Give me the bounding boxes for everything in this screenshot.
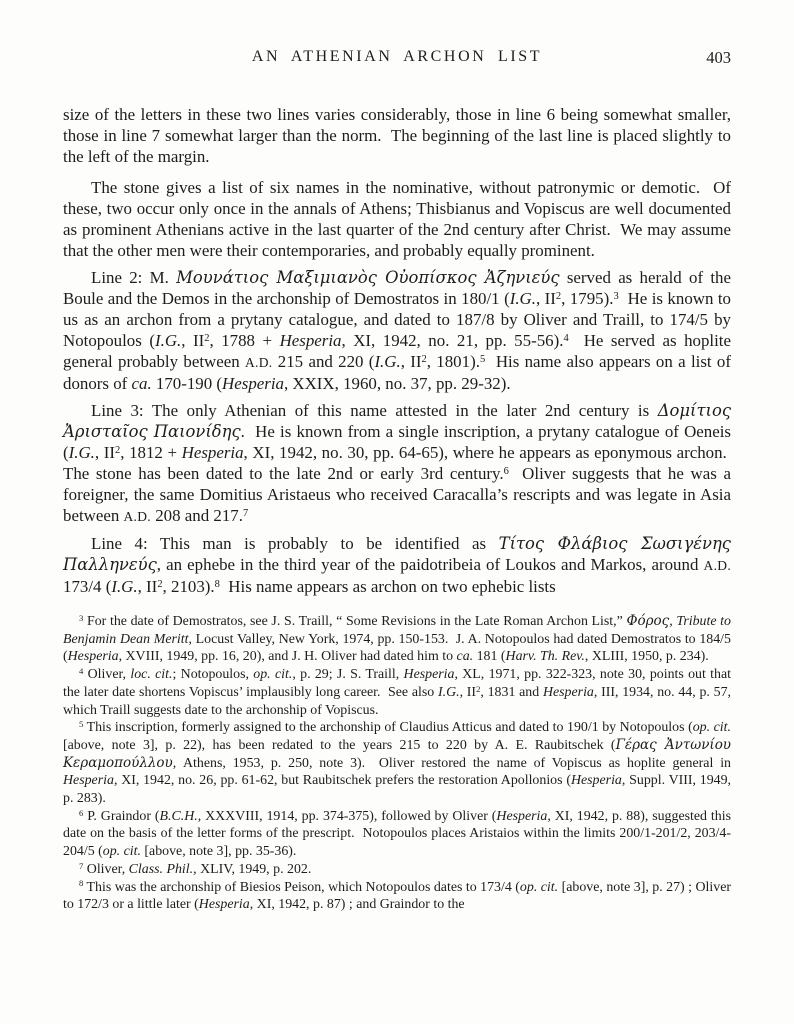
footnotes-block (63, 613, 731, 914)
text-segment: , Locust Valley, New York, 1974, pp. 150-153. J. A. Notopoulos had dated Demostratos to 184/5 ( (63, 631, 731, 665)
text-segment: Tribute to Benjamin Dean Meritt (63, 614, 731, 647)
text-segment: Hesperia (496, 808, 548, 824)
text-segment: Line 2: M. (91, 268, 177, 287)
text-segment: ca. (456, 649, 474, 665)
text-segment: op. cit. (519, 879, 559, 895)
footnote (63, 719, 731, 808)
text-segment: Μουνάτιος Μαξιμιανὸς Οὐοπίσκος Ἀζηνιεύς (176, 268, 560, 287)
footnote-reference: 7 (242, 507, 249, 519)
text-segment: 215 and 220 ( (272, 352, 375, 371)
text-segment: , XVIII, 1949, pp. 16, 20), and J. H. Oliver had dated him to (118, 649, 457, 665)
footnote-reference: 2 (115, 444, 121, 456)
footnote-reference: 2 (157, 578, 163, 590)
page-number: 403 (706, 48, 731, 67)
text-segment: loc. cit. (130, 667, 173, 683)
text-segment: , II (181, 331, 205, 350)
text-segment: Oliver suggests that he was a foreigner, the same Domitius Aristaeus who received Caracalla’s rescripts and was legate in Asia between (63, 464, 731, 525)
footnote (63, 879, 731, 914)
text-segment: P. Graindor ( (83, 808, 160, 824)
text-segment: Τίτος Φλάβιος Σωσιγένης Παλληνεύς (63, 534, 731, 574)
text-segment: , Suppl. VIII, 1949, p. 283). (63, 773, 732, 807)
footnote-reference: 8 (214, 578, 220, 590)
text-segment: Hesperia (570, 773, 622, 789)
footnote-reference: 4 (563, 332, 569, 344)
text-segment: ca. (131, 374, 152, 393)
text-segment: Hesperia (542, 684, 594, 700)
text-segment: A.D. (703, 558, 731, 573)
text-segment: For the date of Demostratos, see J. S. Traill, “ Some Revisions in the Late Roman Archon List,” (83, 614, 627, 629)
footnote-reference: 5 (79, 719, 84, 730)
footnote-reference: 2 (421, 353, 427, 365)
footnote-reference: 7 (79, 860, 84, 871)
text-segment: I.G. (111, 577, 138, 596)
text-segment: I.G. (437, 684, 460, 700)
text-segment: [above, note 3], p. 27) ; Oliver to 172/3 or a little later ( (63, 879, 731, 913)
footnote-reference: 3 (79, 612, 84, 623)
text-segment: B.C.H. (159, 808, 198, 824)
text-segment: 173/4 ( (63, 577, 112, 596)
text-segment: , 1795). (561, 289, 614, 308)
text-segment: , 1788 + (209, 331, 280, 350)
text-segment: served as herald of the Boule and the Demos in the archonship of Demostratos in 180/1 ( (63, 268, 731, 308)
text-segment: , XL, 1971, pp. 322-323, note 30, points out that the later date shortens Vopiscus’ implausibly long career. See also (63, 667, 732, 700)
text-segment: I.G. (154, 331, 182, 350)
footnote-reference: 6 (503, 465, 509, 477)
footnote-reference: 6 (79, 807, 84, 818)
text-segment: , II (400, 352, 422, 371)
text-segment: , XLIV, 1949, p. 202. (193, 861, 312, 877)
text-segment: , XI, 1942, no. 26, pp. 61-62, but Raubitschek prefers the restoration Apollonios ( (113, 773, 571, 789)
text-segment: , 2103). (162, 577, 215, 596)
footnote-reference: 2 (476, 683, 481, 694)
text-segment: Φόρος (626, 613, 670, 629)
text-segment: This was the archonship of Biesios Peison, which Notopoulos dates to 173/4 ( (83, 879, 520, 895)
text-segment: I.G. (68, 443, 95, 462)
text-segment: Line 4: This man is probably to be identified as (91, 534, 499, 553)
text-segment: size of the letters in these two lines varies considerably, those in line 6 being somewhat smaller, those in line 7 somewhat larger than the norm. The beginning of the last line is placed slightly to the left of the margin. (63, 105, 731, 166)
body-paragraph (63, 267, 731, 394)
text-segment: , (669, 614, 677, 629)
text-segment: , 1801). (426, 352, 480, 371)
text-segment: Oliver, (83, 667, 131, 683)
text-segment: Hesperia (279, 331, 342, 350)
running-head (63, 48, 731, 68)
text-segment: 170-190 ( (151, 374, 223, 393)
text-segment: , XI, 1942, p. 88), suggested this date on the basis of the letter forms of the prescript. Notopoulos places Aristaios within the limits 200/1-201/2, 203/4-204/5 ( (63, 808, 731, 860)
text-segment: , 1831 and (480, 684, 543, 700)
text-segment: op. cit. (692, 720, 731, 736)
text-segment: , XXIX, 1960, no. 37, pp. 29-32). (283, 374, 511, 393)
text-segment: Hesperia (403, 667, 455, 683)
text-segment: His name also appears on a list of donors of (63, 352, 731, 393)
text-block (63, 48, 731, 914)
text-segment: This inscription, formerly assigned to the archonship of Claudius Atticus and dated to 190/1 by Notopoulos ( (83, 720, 693, 736)
body-paragraph (63, 533, 731, 597)
text-segment: 181 ( (473, 649, 506, 665)
text-segment: , p. 29; J. S. Traill, (292, 667, 404, 683)
text-segment: , II (535, 289, 556, 308)
text-segment: Line 3: The only Athenian of this name attested in the later 2nd century is (91, 401, 658, 420)
footnote-reference: 3 (613, 290, 619, 302)
text-segment: op. cit. (253, 667, 293, 683)
footnote-reference: 4 (79, 665, 84, 676)
footnote (63, 808, 731, 861)
text-segment: [above, note 3], pp. 35-36). (140, 844, 297, 860)
text-segment: Γέρας Ἀντωνίου Κεραμοπούλλου (63, 736, 731, 771)
text-segment: Δομίτιος Ἀρισταῖος Παιονίδης (63, 401, 731, 441)
text-segment: 208 and 217. (150, 506, 243, 525)
text-segment: His name appears as archon on two ephebic lists (219, 577, 556, 596)
text-segment: . He is known from a single inscription, a prytany catalogue of Oeneis ( (63, 422, 731, 462)
text-segment: , XI, 1942, no. 30, pp. 64-65), where he appears as eponymous archon. The stone has been dated to the late 2nd or early 3rd century. (63, 443, 731, 483)
body-paragraph (63, 177, 731, 261)
text-segment: [above, note 3], p. 22), has been redated to the years 215 to 220 by A. E. Raubitschek ( (63, 737, 616, 753)
text-segment: , XI, 1942, no. 21, pp. 55-56). (341, 331, 564, 350)
text-segment: op. cit. (102, 844, 141, 860)
text-segment: , Athens, 1953, p. 250, note 3). Oliver restored the name of Vopiscus as hoplite general in (172, 755, 731, 771)
text-segment: Oliver, (83, 861, 129, 877)
text-segment: , XI, 1942, p. 87) ; and Graindor to the (249, 897, 465, 913)
text-segment: , II (459, 684, 477, 700)
running-title: AN ATHENIAN ARCHON LIST (251, 48, 543, 65)
body-paragraphs (63, 104, 731, 597)
text-segment: Hesperia (181, 443, 244, 462)
footnote (63, 613, 731, 666)
body-paragraph (63, 400, 731, 527)
body-paragraph (63, 104, 731, 167)
text-segment: , XXXVIII, 1914, pp. 374-375), followed by Oliver ( (197, 808, 497, 824)
text-segment: Hesperia (67, 649, 119, 665)
footnote-reference: 2 (204, 332, 210, 344)
footnote (63, 861, 731, 879)
text-segment: Hesperia (198, 897, 250, 913)
text-segment: ; Notopoulos, (172, 667, 254, 683)
footnote (63, 666, 731, 719)
text-segment: Hesperia (222, 374, 284, 393)
text-segment: , XLIII, 1950, p. 234). (584, 649, 709, 665)
footnote-reference: 2 (555, 290, 562, 302)
text-segment: , 1812 + (120, 443, 182, 462)
text-segment: Harv. Th. Rev. (505, 649, 585, 665)
text-segment: , III, 1934, no. 44, p. 57, which Traill suggests date to the archonship of Vopiscus. (63, 684, 731, 718)
text-segment: , an ephebe in the third year of the paidotribeia of Loukos and Markos, around (156, 555, 704, 574)
text-segment: I.G. (374, 352, 401, 371)
text-segment: , II (94, 443, 115, 462)
text-segment: He is known to us as an archon from a prytany catalogue, and dated to 187/8 by Oliver and Traill, to 174/5 by Notopoulos ( (63, 289, 731, 350)
text-segment: A.D. (244, 355, 273, 370)
footnote-reference: 8 (79, 878, 84, 889)
text-segment: A.D. (123, 509, 151, 524)
text-segment: Hesperia (63, 773, 114, 789)
text-segment: He served as hoplite general probably between (63, 331, 731, 371)
text-segment: Class. Phil. (128, 861, 194, 877)
footnote-reference: 5 (479, 353, 486, 365)
text-segment: I.G. (509, 289, 536, 308)
text-segment: , II (137, 577, 158, 596)
text-segment: The stone gives a list of six names in the nominative, without patronymic or demotic. Of these, two occur only once in the annals of Athens; Thisbianus and Vopiscus are well documented as prominent Athenians active in the last quarter of the 2nd century after Christ. We may assume that the other men were their contemporaries, and probably equally prominent. (63, 178, 731, 260)
